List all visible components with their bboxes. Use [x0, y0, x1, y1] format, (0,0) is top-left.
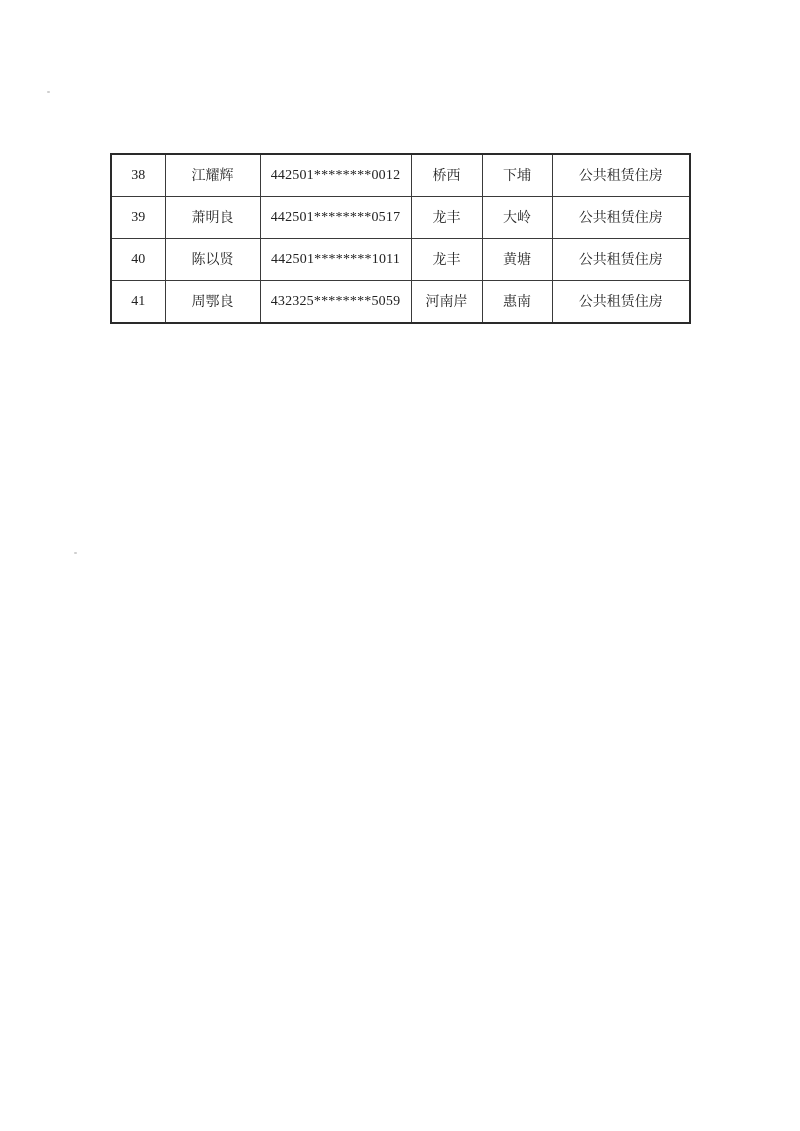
village: 大岭 [482, 197, 552, 239]
housing-allocation-table [110, 153, 691, 324]
town: 龙丰 [411, 197, 482, 239]
scan-speck [74, 552, 77, 554]
village: 黄塘 [482, 239, 552, 281]
applicant-name: 江耀辉 [165, 154, 260, 197]
table-row [111, 281, 690, 324]
village: 惠南 [482, 281, 552, 324]
town: 桥西 [411, 154, 482, 197]
table-row [111, 197, 690, 239]
id-number: 442501********0517 [260, 197, 411, 239]
id-number: 442501********0012 [260, 154, 411, 197]
housing-type: 公共租赁住房 [552, 197, 690, 239]
village: 下埔 [482, 154, 552, 197]
id-number: 432325********5059 [260, 281, 411, 324]
town: 龙丰 [411, 239, 482, 281]
row-number: 38 [111, 154, 165, 197]
housing-type: 公共租赁住房 [552, 281, 690, 324]
scan-speck [47, 91, 50, 93]
town: 河南岸 [411, 281, 482, 324]
housing-type: 公共租赁住房 [552, 154, 690, 197]
housing-type: 公共租赁住房 [552, 239, 690, 281]
applicant-name: 陈以贤 [165, 239, 260, 281]
table-row [111, 154, 690, 197]
id-number: 442501********1011 [260, 239, 411, 281]
row-number: 40 [111, 239, 165, 281]
row-number: 41 [111, 281, 165, 324]
applicant-name: 萧明良 [165, 197, 260, 239]
table-row [111, 239, 690, 281]
row-number: 39 [111, 197, 165, 239]
applicant-name: 周鄂良 [165, 281, 260, 324]
